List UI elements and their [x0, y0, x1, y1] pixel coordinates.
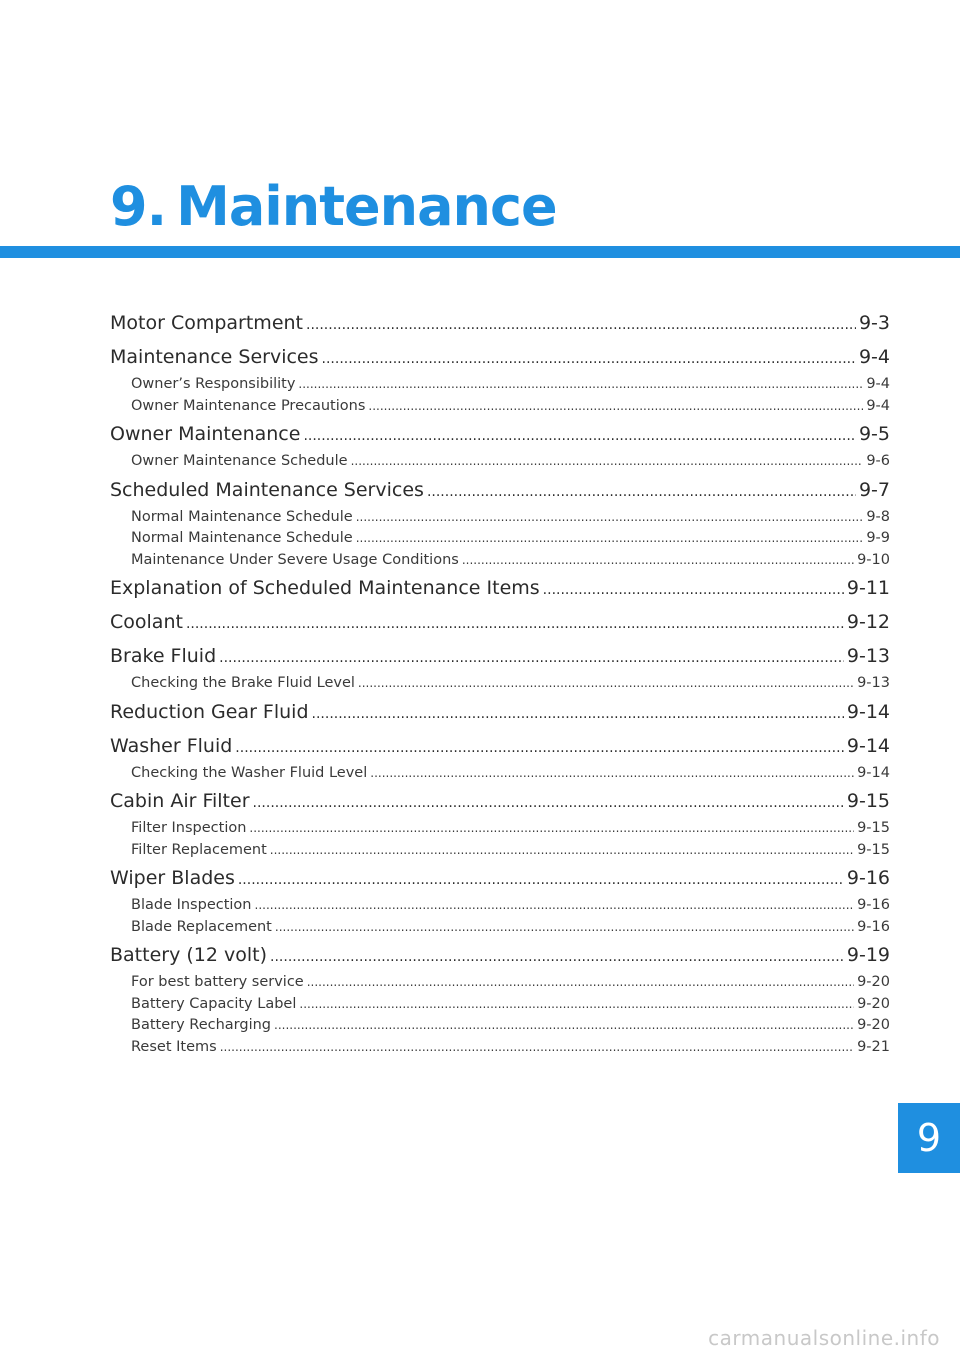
toc-page-number: 9-12 [846, 611, 890, 633]
toc-label: Normal Maintenance Schedule [131, 530, 353, 546]
dot-leader [274, 1015, 854, 1037]
chapter-title [110, 172, 557, 242]
toc-entry[interactable] [110, 940, 890, 972]
dot-leader [368, 396, 863, 418]
toc-page-number: 9-16 [857, 918, 890, 935]
toc-label: Checking the Brake Fluid Level [131, 675, 355, 691]
dot-leader [370, 763, 854, 785]
toc-subentry[interactable] [110, 917, 890, 939]
toc-page-number: 9-9 [866, 530, 890, 546]
toc-page-number: 9-14 [846, 734, 890, 757]
toc-label: Owner Maintenance Schedule [131, 453, 348, 469]
toc-label: Reset Items [131, 1038, 217, 1055]
toc-label: Battery (12 volt) [110, 944, 268, 966]
toc-label: Battery Recharging [131, 1017, 272, 1033]
toc-page-number: 9-7 [858, 478, 890, 501]
toc-subentry[interactable] [110, 763, 890, 785]
dot-leader [275, 917, 854, 939]
watermark: carmanualsonline.info [708, 1326, 940, 1350]
toc-label: Explanation of Scheduled Maintenance Items [110, 577, 540, 599]
toc-subentry[interactable] [110, 972, 890, 994]
toc-page-number: 9-8 [866, 508, 890, 525]
toc-page-number: 9-15 [857, 820, 890, 836]
dot-leader [249, 818, 854, 840]
dot-leader [235, 731, 844, 763]
toc-label: Cabin Air Filter [110, 790, 250, 812]
toc-page-number: 9-6 [866, 453, 890, 469]
toc-page-number: 9-11 [846, 577, 890, 599]
toc-label: Scheduled Maintenance Services [110, 478, 424, 501]
dot-leader [306, 308, 856, 340]
toc-entry[interactable] [110, 697, 890, 729]
toc-page-number: 9-13 [846, 645, 890, 667]
toc-page-number: 9-14 [857, 764, 890, 781]
toc-page-number: 9-16 [857, 897, 890, 913]
dot-leader [238, 863, 844, 895]
toc-entry[interactable] [110, 641, 890, 673]
toc-label: Wiper Blades [110, 867, 235, 889]
toc-page-number: 9-4 [858, 346, 890, 368]
dot-leader [270, 840, 854, 862]
toc-subentry[interactable] [110, 1015, 890, 1037]
toc-label: Filter Inspection [131, 820, 247, 836]
toc-subentry[interactable] [110, 840, 890, 862]
toc-subentry[interactable] [110, 396, 890, 418]
dot-leader [253, 786, 844, 818]
dot-leader [356, 507, 864, 529]
dot-leader [356, 528, 864, 550]
dot-leader [219, 641, 844, 673]
toc-subentry[interactable] [110, 895, 890, 917]
chapter-name: Maintenance [176, 175, 557, 238]
toc-label: Owner’s Responsibility [131, 376, 296, 392]
toc-subentry[interactable] [110, 1037, 890, 1059]
toc-label: Brake Fluid [110, 645, 217, 667]
chapter-number: 9. [110, 175, 167, 238]
toc-subentry[interactable] [110, 818, 890, 840]
dot-leader [298, 374, 863, 396]
toc-subentry[interactable] [110, 994, 890, 1016]
dot-leader [351, 451, 864, 473]
toc-entry[interactable] [110, 607, 890, 639]
toc-label: Owner Maintenance [110, 423, 301, 445]
toc-label: Filter Replacement [131, 841, 267, 858]
toc-entry[interactable] [110, 786, 890, 818]
toc-entry[interactable] [110, 731, 890, 763]
toc-entry[interactable] [110, 863, 890, 895]
toc-page-number: 9-16 [846, 867, 890, 889]
toc-subentry[interactable] [110, 550, 890, 572]
toc-page-number: 9-5 [858, 423, 890, 445]
toc-label: Maintenance Under Severe Usage Conditions [131, 551, 459, 568]
toc-page-number: 9-21 [857, 1038, 890, 1055]
dot-leader [270, 940, 844, 972]
toc-subentry[interactable] [110, 374, 890, 396]
chapter-tab[interactable]: 9 [898, 1103, 960, 1173]
dot-leader [299, 994, 854, 1016]
toc-subentry[interactable] [110, 507, 890, 529]
toc-label: Maintenance Services [110, 346, 319, 368]
toc-label: Normal Maintenance Schedule [131, 508, 353, 525]
toc-page-number: 9-4 [866, 376, 890, 392]
dot-leader [427, 475, 856, 507]
toc-page-number: 9-15 [857, 841, 890, 858]
table-of-contents [110, 308, 890, 1058]
dot-leader [255, 895, 855, 917]
toc-page-number: 9-14 [846, 700, 890, 723]
toc-page-number: 9-20 [857, 1017, 890, 1033]
toc-page-number: 9-20 [857, 995, 890, 1012]
dot-leader [322, 342, 856, 374]
toc-label: Blade Replacement [131, 918, 272, 935]
toc-label: Washer Fluid [110, 734, 233, 757]
toc-page-number: 9-10 [857, 551, 890, 568]
toc-label: Owner Maintenance Precautions [131, 397, 366, 414]
dot-leader [358, 673, 854, 695]
toc-page-number: 9-19 [846, 944, 890, 966]
toc-label: Blade Inspection [131, 897, 252, 913]
toc-label: Battery Capacity Label [131, 995, 297, 1012]
dot-leader [543, 573, 844, 605]
toc-page-number: 9-15 [846, 790, 890, 812]
toc-label: For best battery service [131, 974, 304, 990]
toc-entry[interactable] [110, 419, 890, 451]
toc-page-number: 9-3 [858, 312, 890, 334]
toc-label: Motor Compartment [110, 312, 303, 334]
toc-entry[interactable] [110, 308, 890, 340]
toc-entry[interactable] [110, 475, 890, 507]
title-rule [0, 246, 960, 258]
toc-subentry[interactable] [110, 673, 890, 695]
toc-entry[interactable] [110, 342, 890, 374]
toc-page-number: 9-4 [866, 397, 890, 414]
dot-leader [186, 607, 844, 639]
toc-entry[interactable] [110, 573, 890, 605]
toc-subentry[interactable] [110, 528, 890, 550]
toc-label: Coolant [110, 611, 183, 633]
dot-leader [312, 697, 844, 729]
toc-subentry[interactable] [110, 451, 890, 473]
dot-leader [307, 972, 854, 994]
toc-page-number: 9-13 [857, 675, 890, 691]
toc-label: Reduction Gear Fluid [110, 700, 309, 723]
toc-page-number: 9-20 [857, 974, 890, 990]
toc-label: Checking the Washer Fluid Level [131, 764, 368, 781]
dot-leader [220, 1037, 854, 1059]
dot-leader [303, 419, 856, 451]
dot-leader [462, 550, 854, 572]
